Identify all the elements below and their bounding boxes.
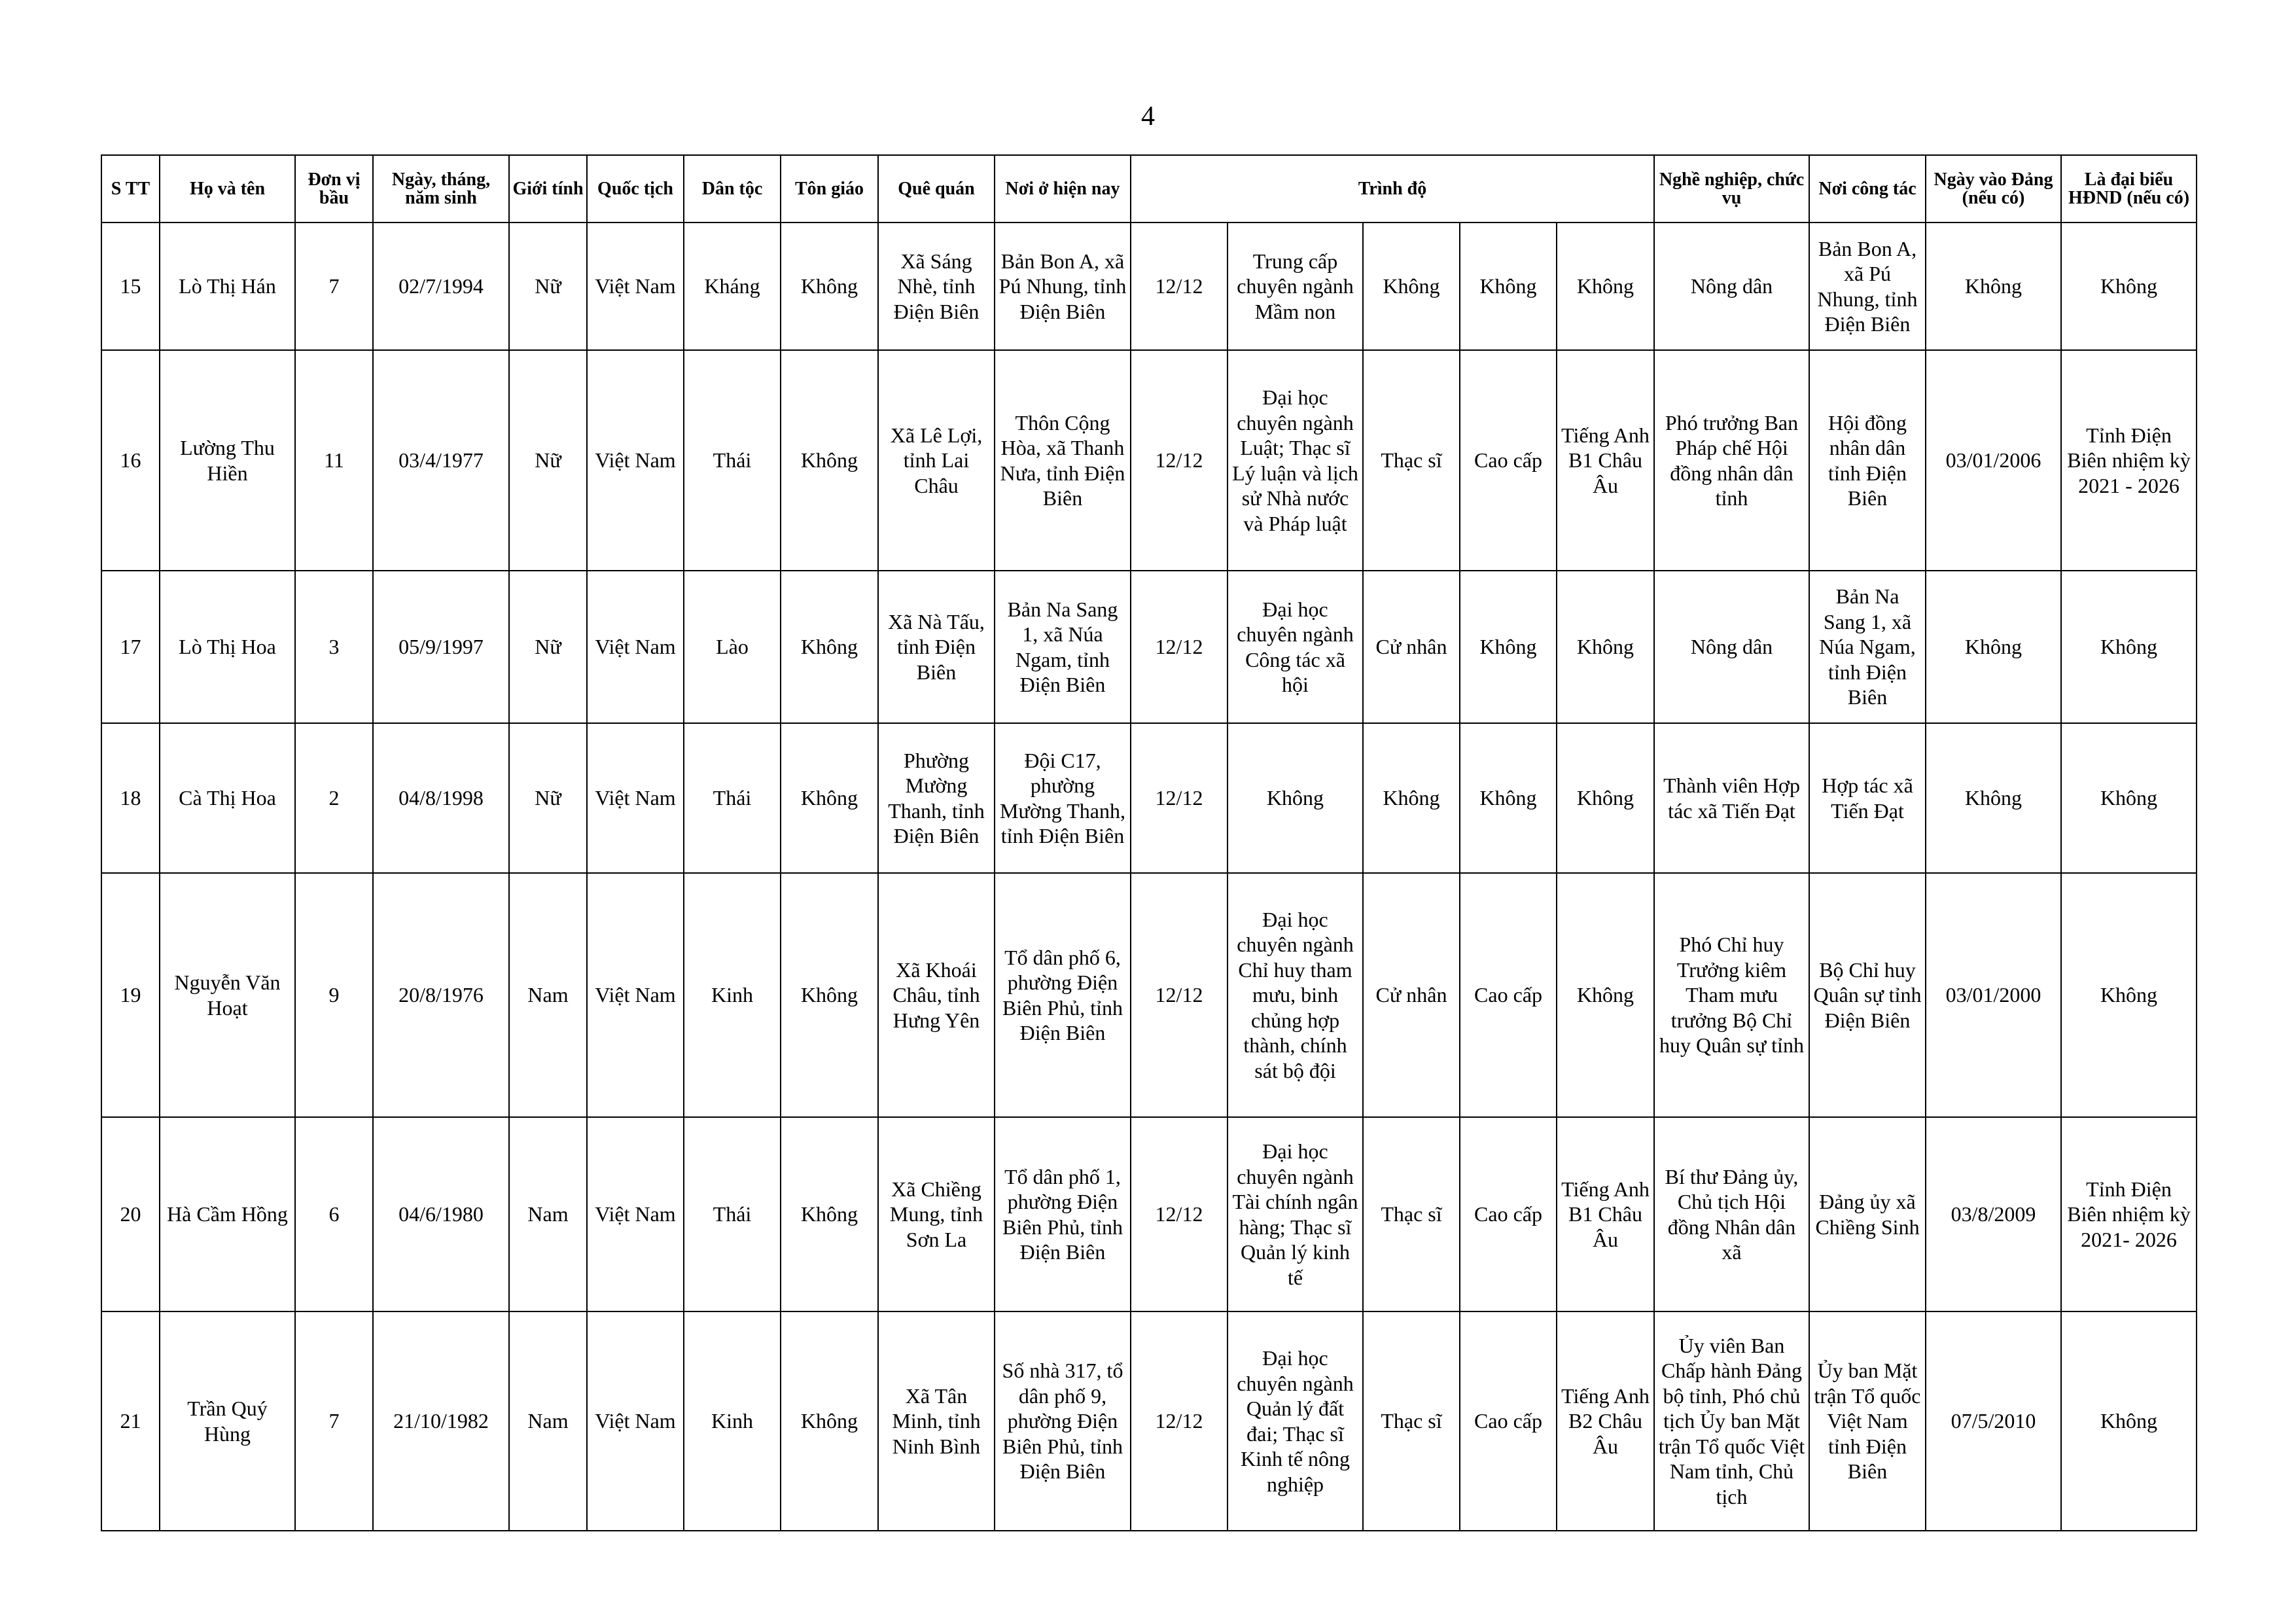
- cell-gender: Nữ: [509, 223, 587, 350]
- table-row: [101, 223, 2197, 350]
- cell-hometown: Phường Mường Thanh, tỉnh Điện Biên: [878, 723, 995, 873]
- header-religion: Tôn giáo: [781, 155, 878, 223]
- cell-dob: 20/8/1976: [373, 873, 509, 1117]
- cell-language: Không: [1557, 723, 1654, 873]
- cell-name: Nguyễn Văn Hoạt: [160, 873, 295, 1117]
- cell-occupation: Ủy viên Ban Chấp hành Đảng bộ tỉnh, Phó chủ tịch Ủy ban Mặt trận Tổ quốc Việt Nam tỉnh, Chủ tịch: [1654, 1311, 1809, 1531]
- cell-professional: Đại học chuyên ngành Công tác xã hội: [1227, 571, 1363, 723]
- cell-ethnicity: Kinh: [684, 873, 781, 1117]
- cell-language: Không: [1557, 873, 1654, 1117]
- cell-professional: Không: [1227, 723, 1363, 873]
- cell-religion: Không: [781, 571, 878, 723]
- cell-professional: Đại học chuyên ngành Tài chính ngân hàng; Thạc sĩ Quản lý kinh tế: [1227, 1117, 1363, 1311]
- cell-name: Cà Thị Hoa: [160, 723, 295, 873]
- cell-religion: Không: [781, 350, 878, 571]
- cell-hometown: Xã Nà Tấu, tỉnh Điện Biên: [878, 571, 995, 723]
- cell-religion: Không: [781, 723, 878, 873]
- cell-unit: 2: [295, 723, 373, 873]
- table-body: [101, 223, 2197, 1531]
- cell-general-edu: 12/12: [1131, 723, 1227, 873]
- cell-political: Cao cấp: [1460, 1117, 1557, 1311]
- cell-ethnicity: Thái: [684, 350, 781, 571]
- cell-workplace: Bộ Chỉ huy Quân sự tỉnh Điện Biên: [1809, 873, 1926, 1117]
- cell-unit: 9: [295, 873, 373, 1117]
- cell-ethnicity: Lào: [684, 571, 781, 723]
- cell-professional: Trung cấp chuyên ngành Mầm non: [1227, 223, 1363, 350]
- table-row: [101, 1117, 2197, 1311]
- cell-general-edu: 12/12: [1131, 1311, 1227, 1531]
- cell-political: Cao cấp: [1460, 873, 1557, 1117]
- cell-professional: Đại học chuyên ngành Luật; Thạc sĩ Lý luận và lịch sử Nhà nước và Pháp luật: [1227, 350, 1363, 571]
- cell-religion: Không: [781, 1311, 878, 1531]
- cell-party-date: 07/5/2010: [1926, 1311, 2061, 1531]
- cell-name: Lò Thị Hoa: [160, 571, 295, 723]
- cell-residence: Số nhà 317, tổ dân phố 9, phường Điện Biên Phủ, tỉnh Điện Biên: [995, 1311, 1131, 1531]
- cell-dob: 02/7/1994: [373, 223, 509, 350]
- cell-general-edu: 12/12: [1131, 873, 1227, 1117]
- cell-nationality: Việt Nam: [587, 1311, 684, 1531]
- cell-unit: 3: [295, 571, 373, 723]
- candidate-table: [101, 154, 2197, 1531]
- cell-gender: Nữ: [509, 350, 587, 571]
- cell-dob: 05/9/1997: [373, 571, 509, 723]
- cell-hdnd: Không: [2061, 723, 2197, 873]
- cell-stt: 17: [101, 571, 160, 723]
- cell-dob: 04/8/1998: [373, 723, 509, 873]
- cell-nationality: Việt Nam: [587, 223, 684, 350]
- cell-workplace: Ủy ban Mặt trận Tổ quốc Việt Nam tỉnh Điện Biên: [1809, 1311, 1926, 1531]
- header-name: Họ và tên: [160, 155, 295, 223]
- cell-party-date: 03/01/2006: [1926, 350, 2061, 571]
- cell-hdnd: Không: [2061, 223, 2197, 350]
- cell-political: Không: [1460, 571, 1557, 723]
- cell-political: Cao cấp: [1460, 350, 1557, 571]
- cell-gender: Nam: [509, 1117, 587, 1311]
- table-row: [101, 571, 2197, 723]
- cell-dob: 21/10/1982: [373, 1311, 509, 1531]
- cell-degree: Thạc sĩ: [1363, 1311, 1460, 1531]
- cell-dob: 03/4/1977: [373, 350, 509, 571]
- header-ethnicity: Dân tộc: [684, 155, 781, 223]
- cell-occupation: Bí thư Đảng ủy, Chủ tịch Hội đồng Nhân dân xã: [1654, 1117, 1809, 1311]
- cell-nationality: Việt Nam: [587, 571, 684, 723]
- cell-residence: Tổ dân phố 1, phường Điện Biên Phủ, tỉnh Điện Biên: [995, 1117, 1131, 1311]
- cell-residence: Tổ dân phố 6, phường Điện Biên Phủ, tỉnh Điện Biên: [995, 873, 1131, 1117]
- cell-occupation: Nông dân: [1654, 571, 1809, 723]
- cell-workplace: Bản Bon A, xã Pú Nhung, tỉnh Điện Biên: [1809, 223, 1926, 350]
- cell-unit: 7: [295, 1311, 373, 1531]
- cell-residence: Đội C17, phường Mường Thanh, tỉnh Điện Biên: [995, 723, 1131, 873]
- cell-hdnd: Không: [2061, 1311, 2197, 1531]
- header-workplace: Nơi công tác: [1809, 155, 1926, 223]
- cell-gender: Nam: [509, 873, 587, 1117]
- cell-occupation: Nông dân: [1654, 223, 1809, 350]
- cell-ethnicity: Thái: [684, 1117, 781, 1311]
- cell-unit: 7: [295, 223, 373, 350]
- cell-degree: Không: [1363, 723, 1460, 873]
- cell-nationality: Việt Nam: [587, 873, 684, 1117]
- header-gender: Giới tính: [509, 155, 587, 223]
- cell-degree: Thạc sĩ: [1363, 350, 1460, 571]
- cell-stt: 18: [101, 723, 160, 873]
- header-residence: Nơi ở hiện nay: [995, 155, 1131, 223]
- cell-workplace: Đảng ủy xã Chiềng Sinh: [1809, 1117, 1926, 1311]
- cell-hometown: Xã Chiềng Mung, tỉnh Sơn La: [878, 1117, 995, 1311]
- cell-language: Tiếng Anh B1 Châu Âu: [1557, 1117, 1654, 1311]
- cell-name: Hà Cầm Hồng: [160, 1117, 295, 1311]
- cell-nationality: Việt Nam: [587, 723, 684, 873]
- cell-degree: Thạc sĩ: [1363, 1117, 1460, 1311]
- cell-stt: 16: [101, 350, 160, 571]
- cell-professional: Đại học chuyên ngành Chỉ huy tham mưu, binh chủng hợp thành, chính sát bộ đội: [1227, 873, 1363, 1117]
- cell-political: Không: [1460, 723, 1557, 873]
- cell-religion: Không: [781, 223, 878, 350]
- table-row: [101, 350, 2197, 571]
- cell-gender: Nữ: [509, 723, 587, 873]
- cell-language: Tiếng Anh B1 Châu Âu: [1557, 350, 1654, 571]
- cell-residence: Thôn Cộng Hòa, xã Thanh Nưa, tỉnh Điện Biên: [995, 350, 1131, 571]
- cell-party-date: Không: [1926, 571, 2061, 723]
- cell-occupation: Phó trưởng Ban Pháp chế Hội đồng nhân dân tỉnh: [1654, 350, 1809, 571]
- page-number: 4: [1141, 101, 1155, 132]
- cell-language: Không: [1557, 571, 1654, 723]
- cell-gender: Nữ: [509, 571, 587, 723]
- cell-party-date: Không: [1926, 723, 2061, 873]
- table-row: [101, 873, 2197, 1117]
- cell-ethnicity: Kinh: [684, 1311, 781, 1531]
- cell-stt: 21: [101, 1311, 160, 1531]
- cell-ethnicity: Thái: [684, 723, 781, 873]
- cell-stt: 15: [101, 223, 160, 350]
- cell-degree: Cử nhân: [1363, 571, 1460, 723]
- cell-workplace: Hội đồng nhân dân tỉnh Điện Biên: [1809, 350, 1926, 571]
- cell-residence: Bản Bon A, xã Pú Nhung, tỉnh Điện Biên: [995, 223, 1131, 350]
- cell-hdnd: Tỉnh Điện Biên nhiệm kỳ 2021 - 2026: [2061, 350, 2197, 571]
- cell-hdnd: Không: [2061, 873, 2197, 1117]
- cell-degree: Cử nhân: [1363, 873, 1460, 1117]
- header-hometown: Quê quán: [878, 155, 995, 223]
- cell-hdnd: Không: [2061, 571, 2197, 723]
- cell-political: Không: [1460, 223, 1557, 350]
- cell-general-edu: 12/12: [1131, 571, 1227, 723]
- cell-religion: Không: [781, 873, 878, 1117]
- header-party-date: Ngày vào Đảng (nếu có): [1926, 155, 2061, 223]
- header-education: Trình độ: [1131, 155, 1654, 223]
- cell-occupation: Phó Chỉ huy Trưởng kiêm Tham mưu trưởng Bộ Chỉ huy Quân sự tỉnh: [1654, 873, 1809, 1117]
- cell-general-edu: 12/12: [1131, 223, 1227, 350]
- table-row: [101, 723, 2197, 873]
- cell-occupation: Thành viên Hợp tác xã Tiến Đạt: [1654, 723, 1809, 873]
- cell-political: Cao cấp: [1460, 1311, 1557, 1531]
- cell-name: Lường Thu Hiền: [160, 350, 295, 571]
- table-row: [101, 1311, 2197, 1531]
- cell-unit: 11: [295, 350, 373, 571]
- cell-party-date: 03/01/2000: [1926, 873, 2061, 1117]
- cell-workplace: Hợp tác xã Tiến Đạt: [1809, 723, 1926, 873]
- cell-degree: Không: [1363, 223, 1460, 350]
- header-stt: S TT: [101, 155, 160, 223]
- cell-hometown: Xã Sáng Nhè, tỉnh Điện Biên: [878, 223, 995, 350]
- cell-professional: Đại học chuyên ngành Quản lý đất đai; Thạc sĩ Kinh tế nông nghiệp: [1227, 1311, 1363, 1531]
- cell-ethnicity: Kháng: [684, 223, 781, 350]
- cell-residence: Bản Na Sang 1, xã Núa Ngam, tỉnh Điện Biên: [995, 571, 1131, 723]
- cell-hometown: Xã Lê Lợi, tỉnh Lai Châu: [878, 350, 995, 571]
- cell-general-edu: 12/12: [1131, 350, 1227, 571]
- cell-language: Không: [1557, 223, 1654, 350]
- cell-hometown: Xã Khoái Châu, tỉnh Hưng Yên: [878, 873, 995, 1117]
- table-header-row: [101, 155, 2197, 223]
- cell-name: Trần Quý Hùng: [160, 1311, 295, 1531]
- header-occupation: Nghề nghiệp, chức vụ: [1654, 155, 1809, 223]
- cell-hometown: Xã Tân Minh, tỉnh Ninh Bình: [878, 1311, 995, 1531]
- cell-religion: Không: [781, 1117, 878, 1311]
- cell-workplace: Bản Na Sang 1, xã Núa Ngam, tỉnh Điện Biên: [1809, 571, 1926, 723]
- cell-nationality: Việt Nam: [587, 350, 684, 571]
- cell-general-edu: 12/12: [1131, 1117, 1227, 1311]
- header-dob: Ngày, tháng, năm sinh: [373, 155, 509, 223]
- cell-dob: 04/6/1980: [373, 1117, 509, 1311]
- cell-party-date: Không: [1926, 223, 2061, 350]
- cell-gender: Nam: [509, 1311, 587, 1531]
- header-nationality: Quốc tịch: [587, 155, 684, 223]
- cell-name: Lò Thị Hán: [160, 223, 295, 350]
- header-hdnd: Là đại biểu HĐND (nếu có): [2061, 155, 2197, 223]
- cell-stt: 19: [101, 873, 160, 1117]
- cell-hdnd: Tỉnh Điện Biên nhiệm kỳ 2021- 2026: [2061, 1117, 2197, 1311]
- cell-nationality: Việt Nam: [587, 1117, 684, 1311]
- cell-language: Tiếng Anh B2 Châu Âu: [1557, 1311, 1654, 1531]
- header-unit: Đơn vị bầu: [295, 155, 373, 223]
- cell-party-date: 03/8/2009: [1926, 1117, 2061, 1311]
- cell-stt: 20: [101, 1117, 160, 1311]
- cell-unit: 6: [295, 1117, 373, 1311]
